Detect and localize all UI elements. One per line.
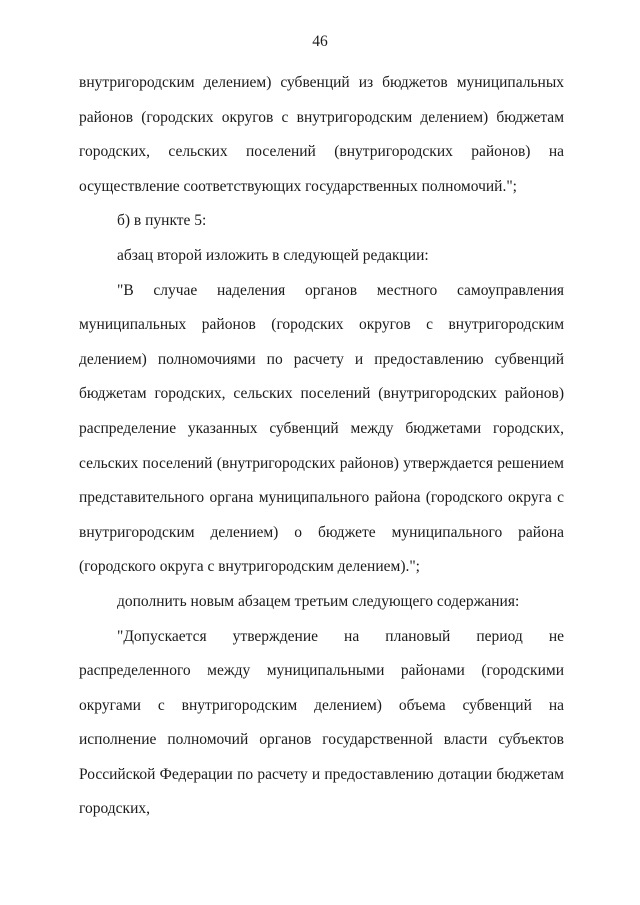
paragraph-continuation: внутригородским делением) субвенций из бюджетов муниципальных районов (городских округов с внутригородским делением) бюджетам городских, сельских поселений (внутригородских районов) на осуществление соответствующих государственных полномочий."; — [79, 74, 564, 195]
paragraph-subpoint-b: б) в пункте 5: — [117, 212, 207, 230]
paragraph-instruction: абзац второй изложить в следующей редакции: — [117, 246, 429, 264]
paragraph-addition-instruction: дополнить новым абзацем третьим следующего содержания: — [117, 592, 520, 610]
paragraph-new-text: "Допускается утверждение на плановый период не распределенного между муниципальными районами (городскими округами с внутригородским делением) объема субвенций на исполнение полномочий органов государственной власти субъектов Российской Федерации по расчету и предоставлению дотации бюджетам городских, — [79, 627, 564, 818]
document-body — [79, 66, 564, 827]
paragraph-quoted-text: "В случае наделения органов местного самоуправления муниципальных районов (городских округов с внутригородским делением) полномочиями по расчету и предоставлению субвенций бюджетам городских, сельских поселений (внутригородских районов) распределение указанных субвенций между бюджетами городских, сельских поселений (внутригородских районов) утверждается решением представительного органа муниципального района (городского округа с внутригородским делением) о бюджете муниципального района (городского округа с внутригородским делением)."; — [79, 281, 564, 576]
page-number: 46 — [312, 33, 328, 50]
